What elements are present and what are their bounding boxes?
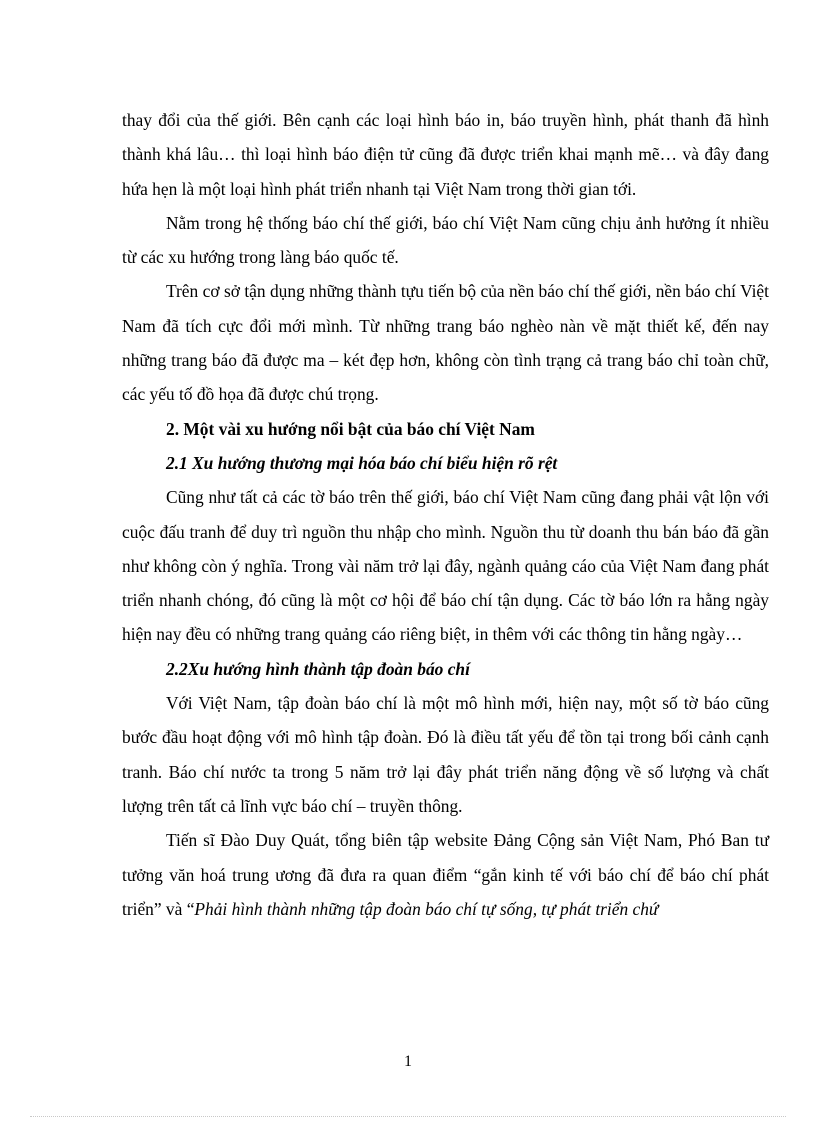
page-number: 1 [404,1053,412,1070]
document-body [122,103,769,926]
quote-text: Tiến sĩ Đào Duy Quát, tổng biên tập website Đảng Cộng sản Việt Nam, Phó Ban tư tưởng văn hoá trung ương đã đưa ra quan điểm “gắn kinh tế với báo chí để báo chí phát triển” và “ [122,830,769,919]
paragraph-press-groups: Với Việt Nam, tập đoàn báo chí là một mô hình mới, hiện nay, một số tờ báo cũng bước đầu hoạt động với mô hình tập đoàn. Đó là điều tất yếu để tồn tại trong bối cảnh cạnh tranh. Báo chí nước ta trong 5 năm trở lại đây phát triển năng động về số lượng và chất lượng trên tất cả lĩnh vực báo chí – truyền thông. [122,693,769,816]
section-heading-2: 2. Một vài xu hướng nổi bật của báo chí Việt Nam [166,418,535,439]
quote-italic-text: Phải hình thành những tập đoàn báo chí tự sống, tự phát triển chứ [194,898,659,919]
paragraph-quote [122,823,769,926]
subsection-heading-2-2: 2.2Xu hướng hình thành tập đoàn báo chí [166,658,470,679]
subsection-heading-2-1: 2.1 Xu hướng thương mại hóa báo chí biểu hiện rõ rệt [166,452,558,473]
paragraph-continuation: thay đổi của thế giới. Bên cạnh các loại hình báo in, báo truyền hình, phát thanh đã hình thành khá lâu… thì loại hình báo điện tử cũng đã được triển khai mạnh mẽ… và đây đang hứa hẹn là một loại hình phát triển nhanh tại Việt Nam trong thời gian tới. [122,110,769,199]
paragraph-innovation: Trên cơ sở tận dụng những thành tựu tiến bộ của nền báo chí thế giới, nền báo chí Việt Nam đã tích cực đổi mới mình. Từ những trang báo nghèo nàn về mặt thiết kế, đến nay những trang báo đã được ma – két đẹp hơn, không còn tình trạng cả trang báo chỉ toàn chữ, các yếu tố đồ họa đã được chú trọng. [122,281,769,405]
paragraph-commercialization: Cũng như tất cả các tờ báo trên thế giới, báo chí Việt Nam cũng đang phải vật lộn với cuộc đấu tranh để duy trì nguồn thu nhập cho mình. Nguồn thu từ doanh thu bán báo đã gần như không còn ý nghĩa. Trong vài năm trở lại đây, ngành quảng cáo của Việt Nam đang phát triển nhanh chóng, đó cũng là một cơ hội để báo chí tận dụng. Các tờ báo lớn ra hằng ngày hiện nay đều có những trang quảng cáo riêng biệt, in thêm với các thông tin hằng ngày… [122,487,769,645]
paragraph-influence: Nằm trong hệ thống báo chí thế giới, báo chí Việt Nam cũng chịu ảnh hưởng ít nhiều từ các xu hướng trong làng báo quốc tế. [122,212,769,268]
page-edge-divider [30,1116,786,1117]
